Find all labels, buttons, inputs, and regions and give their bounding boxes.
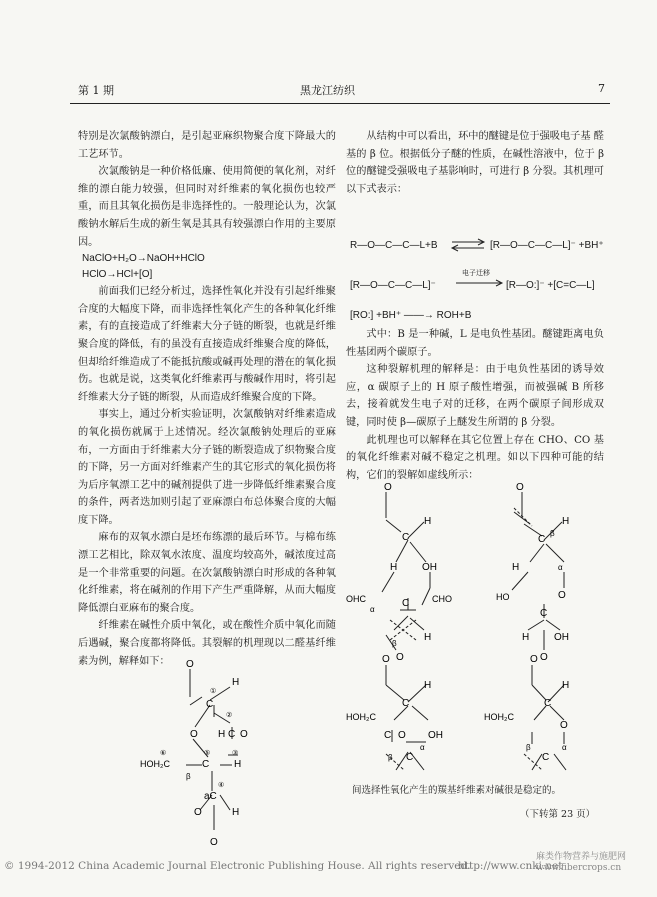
struct-label: H bbox=[234, 759, 242, 770]
paragraph: 前面我们已经分析过，选择性氧化并没有引起纤维聚合度的大幅度下降，而非选择性氧化产生的各种氧化纤维素，有的直接造成了纤维素大分子链的断裂，也就是纤维聚合度的降低，有的虽没有直接造成纤维聚合度的降低，但却给纤维造成了不能抵抗酸或碱再处理的潜在的氧化损伤。也就是说，这类氧化纤维素再与酸碱作用时，将引起纤维素大分子链的断裂，从而造成纤维聚合度的下降。 bbox=[78, 286, 336, 403]
left-column bbox=[78, 128, 336, 670]
struct-label: β bbox=[550, 529, 555, 538]
struct-label: C bbox=[538, 534, 546, 545]
reaction-line-2-right: [R—O:]⁻ +[C=C—L] bbox=[506, 280, 595, 291]
issue-label: 第 1 期 bbox=[78, 84, 114, 97]
header-rule bbox=[70, 103, 610, 104]
struct-label: C bbox=[406, 752, 414, 763]
struct-label: CHO bbox=[432, 594, 452, 604]
page-number: 7 bbox=[598, 82, 605, 95]
struct-label: H bbox=[522, 632, 530, 643]
paragraph: 这种裂解机理的解释是：由于电负性基团的诱导效应，α 碳原子上的 H 原子酸性增强，而被强碱 B 所移去，接着就发生电子对的迁移，在两个碳原子间形成双键，同时使 β—碳原子上醚发生所谓的 β 分裂。 bbox=[346, 364, 604, 428]
arrow-label: 电子迁移 bbox=[462, 270, 490, 277]
struct-label: β bbox=[186, 772, 191, 781]
copyright-text: © 1994-2012 China Academic Journal Electronic Publishing House. All rights reserved. bbox=[4, 860, 471, 872]
cnki-link[interactable]: http://www.cnki.net bbox=[458, 860, 563, 872]
struct-label: O bbox=[558, 590, 566, 601]
struct-label: O bbox=[382, 654, 390, 665]
equation: NaClO+H₂O→NaOH+HClO bbox=[82, 253, 205, 265]
struct-label: O bbox=[194, 807, 202, 818]
struct-label: C bbox=[402, 532, 410, 543]
struct-label: O bbox=[560, 720, 568, 731]
struct-label: OHC bbox=[346, 594, 366, 604]
right-arrow-icon bbox=[454, 278, 504, 288]
paragraph: 纤维素在碱性介质中氧化，或在酸性介质中氧化而随后遇碱，聚合度都将降低。其裂解的机理现以二醛基纤维素为例，解释如下： bbox=[78, 620, 336, 667]
reaction-line-1-left: R—O—C—C—L+B bbox=[350, 240, 438, 251]
paragraph: 特别是次氯酸钠漂白，是引起亚麻织物聚合度下降最大的工艺环节。 bbox=[78, 131, 336, 160]
struct-label: α bbox=[558, 563, 563, 572]
struct-label: H bbox=[218, 729, 226, 740]
right-column bbox=[346, 128, 604, 198]
struct-label: H bbox=[232, 807, 240, 818]
struct-label: ② bbox=[226, 712, 233, 719]
struct-label: O bbox=[186, 659, 194, 670]
paragraph: 从结构中可以看出，环中的醚键是位于强吸电子基 醛基的 β 位。根据低分子醚的性质，在碱性溶液中，位于 β 位的醚键受强吸电子基影响时，可进行 β 分裂。其机理可以下式表示： bbox=[346, 131, 604, 195]
struct-label: HOH₂C bbox=[346, 712, 376, 722]
paragraph: 此机理也可以解释在其它位置上存在 CHO、CO 基的氧化纤维素对碱不稳定之机理。如以下四种可能的结构，它们的裂解如虚线所示： bbox=[346, 434, 604, 481]
struct-label: HO bbox=[496, 592, 510, 602]
struct-label: C bbox=[544, 698, 552, 709]
struct-label: C bbox=[402, 598, 410, 609]
struct-label: H bbox=[562, 516, 570, 527]
struct-label: H bbox=[424, 632, 432, 643]
struct-label: O bbox=[240, 729, 248, 740]
paragraph: 式中：B 是一种碱，L 是电负性基团。醚键距离电负性基团两个碳原子。 bbox=[346, 329, 604, 358]
paragraph: 麻布的双氧水漂白是坯布练漂的最后环节。与棉布练漂工艺相比，除双氧水浓度、温度均较高外，碱浓度过高是一个非常重要的问题。在次氯酸钠漂白时形成的各种氧化纤维素，将在碱剂的作用下产生严重降解，从而大幅度降低漂白亚麻布的聚合度。 bbox=[78, 532, 336, 614]
struct-label: H bbox=[424, 516, 432, 527]
struct-label: ⑥ bbox=[160, 750, 167, 757]
oxidized-cellulose-structures bbox=[346, 480, 608, 780]
equation: HClO→HCl+[O] bbox=[82, 269, 153, 281]
struct-label: C bbox=[542, 752, 550, 763]
struct-label: β bbox=[388, 753, 393, 762]
journal-title: 黑龙江纺织 bbox=[300, 84, 355, 97]
struct-label: α bbox=[370, 605, 375, 614]
struct-label: O bbox=[540, 652, 548, 663]
struct-label: α bbox=[562, 743, 567, 752]
struct-label: ④ bbox=[218, 782, 225, 789]
struct-label: HOH₂C bbox=[484, 712, 514, 722]
equilibrium-arrow-icon bbox=[450, 238, 486, 252]
struct-label: ⑤ bbox=[204, 750, 211, 757]
struct-label: C bbox=[202, 759, 210, 770]
struct-label: ③ bbox=[232, 750, 239, 757]
struct-label: H bbox=[562, 680, 570, 691]
struct-label: O bbox=[190, 729, 198, 740]
page-footer bbox=[0, 852, 657, 878]
struct-label: H bbox=[512, 562, 520, 573]
struct-label: O bbox=[210, 837, 218, 848]
watermark-text: 麻类作物营养与施肥网 www.fibercrops.cn bbox=[536, 852, 627, 873]
struct-label: C bbox=[402, 698, 410, 709]
figure-caption: 间选择性氧化产生的羰基纤维素对碱很是稳定的。 bbox=[352, 785, 562, 796]
struct-label: C bbox=[228, 729, 236, 740]
reaction-line-1-right: [R—O—C—C—L]⁻ +BH⁺ bbox=[490, 240, 604, 251]
struct-label: C bbox=[384, 730, 392, 741]
struct-label: ① bbox=[210, 688, 217, 695]
struct-label: C bbox=[206, 699, 214, 710]
struct-label: OH bbox=[554, 632, 569, 643]
reaction-line-2-left: [R—O—C—C—L]⁻ bbox=[350, 280, 436, 291]
continued-note: （下转第 23 页） bbox=[520, 809, 596, 820]
struct-label: H bbox=[232, 677, 240, 688]
struct-label: O bbox=[396, 652, 404, 663]
struct-label: O bbox=[530, 654, 538, 665]
paragraph: 次氯酸钠是一种价格低廉、使用简便的氧化剂，对纤维的漂白能力较强，但同时对纤维素的氧化损伤也较严重，而且其氧化损伤是非选择性的。一般理论认为，次氯酸钠水解后生成的新生氧是其具有较强漂白作用的主要原因。 bbox=[78, 166, 336, 248]
struct-label: aC bbox=[204, 791, 217, 802]
struct-label: α bbox=[420, 743, 425, 752]
struct-label: C bbox=[540, 608, 548, 619]
struct-label: H bbox=[424, 680, 432, 691]
struct-label: β bbox=[526, 743, 531, 752]
dialdehyde-cellulose-structure bbox=[140, 655, 290, 855]
struct-label: H bbox=[390, 562, 398, 573]
right-column-lower bbox=[346, 326, 604, 484]
paragraph: 事实上，通过分析实验证明，次氯酸钠对纤维素造成的氧化损伤就属于上述情况。经次氯酸钠处理后的亚麻布，一方面由于纤维素大分子链的断裂造成了织物聚合度的下降，另一方面对纤维素产生的其它形式的氧化损伤将为后序氧漂工艺中的碱剂提供了进一步降低纤维素聚合度的条件，两者迭加则引起了亚麻漂白布总体聚合度的大幅度下降。 bbox=[78, 409, 336, 526]
struct-label: O bbox=[516, 482, 524, 493]
struct-label: O bbox=[398, 730, 406, 741]
struct-label: O bbox=[384, 482, 392, 493]
struct-label: OH bbox=[428, 730, 443, 741]
struct-label: HOH₂C bbox=[140, 759, 170, 769]
reaction-line-3: [RO:] +BH⁺ ——→ ROH+B bbox=[350, 310, 472, 321]
struct-label: OH bbox=[422, 562, 437, 573]
struct-label: β bbox=[392, 639, 397, 648]
